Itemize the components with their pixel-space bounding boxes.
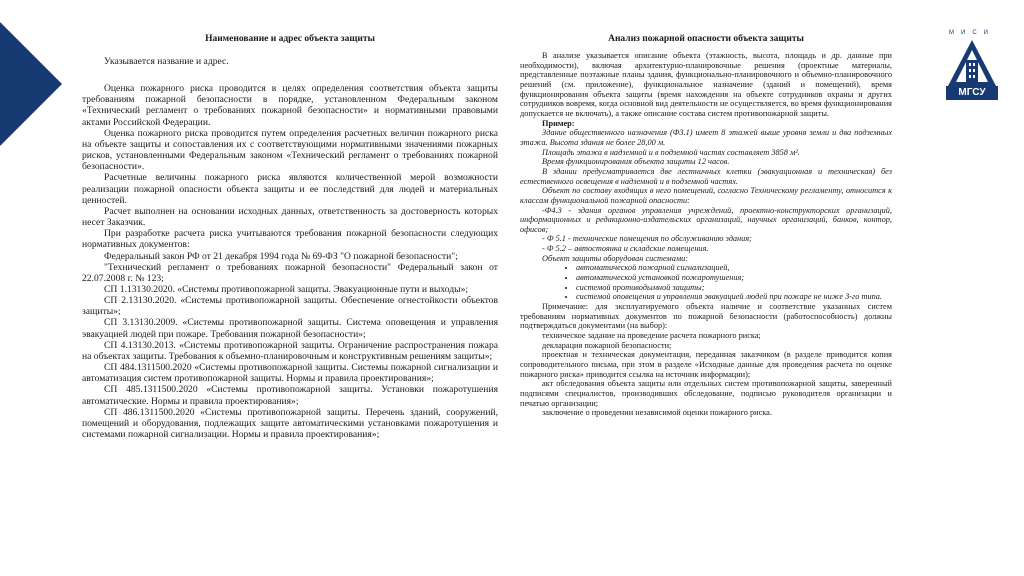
left-paragraph: Оценка пожарного риска проводится в целях определения соответствия объекта защиты требованиям пожарной безопасности в порядке, установленном Федеральным законом «Технический регламент о требованиях пожарной безопасности» и нормативными правовыми актами Российской Федерации. <box>82 83 498 128</box>
left-heading: Наименование и адрес объекта защиты <box>205 34 375 44</box>
right-heading: Анализ пожарной опасности объекта защиты <box>608 34 804 44</box>
doc-item: декларация пожарной безопасности; <box>542 340 672 350</box>
left-paragraph: СП 3.13130.2009. «Системы противопожарной защиты. Система оповещения и управления эвакуацией людей при пожаре. Требования пожарной безопасности»; <box>82 317 498 340</box>
example-line: Здание общественного назначения (Ф3.1) имеет 8 этажей выше уровня земли и два подземных этажа. Высота здания не более 28,00 м. <box>520 128 892 147</box>
doc-item: акт обследования объекта защиты или отдельных систем противопожарной защиты, заверенный подписями специалистов, производивших обследование, подписью руководителя организации и печатью организации; <box>520 379 892 408</box>
example-line: Объект по составу входящих в него помещений, согласно Техническому регламенту, относится к классам функциональной пожарной опасности: <box>520 186 892 205</box>
left-paragraph: СП 2.13130.2020. «Системы противопожарной защиты. Обеспечение огнестойкости объектов защиты»; <box>82 295 498 318</box>
system-item: • автоматической установкой пожаротушения; <box>576 273 892 283</box>
system-item: • автоматической пожарной сигнализацией, <box>576 263 892 273</box>
right-body <box>520 51 892 418</box>
doc-item: заключение о проведении независимой оценки пожарного риска. <box>542 408 772 418</box>
logo-name: МГСУ <box>946 86 998 100</box>
left-paragraph: СП 485.1311500.2020 «Системы противопожарной защиты. Установки пожаротушения автоматические. Нормы и правила проектирования»; <box>82 384 498 407</box>
left-paragraph: Федеральный закон РФ от 21 декабря 1994 года № 69-ФЗ "О пожарной безопасности"; <box>104 250 458 262</box>
left-paragraph: Оценка пожарного риска проводится путем определения расчетных величин пожарного риска на объекте защиты и сопоставления их с соответствующими нормативными значениями пожарных рисков, установленными Федеральным законом «Технический регламент о требованиях пожарной безопасности». <box>82 127 498 173</box>
system-item: • системой противодымной защиты; <box>576 283 892 293</box>
example-line: Объект защиты оборудован системами: <box>542 253 689 263</box>
example-line: -Ф4.3 - здания органов управления учреждений, проектно-конструкторских организаций, информационных и редакционно-издательских организаций, научных организаций, банков, контор, офисов; <box>520 205 892 234</box>
left-column <box>82 0 498 576</box>
systems-list <box>520 263 892 302</box>
left-paragraph: СП 486.1311500.2020 «Системы противопожарной защиты. Перечень зданий, сооружений, помещений и оборудования, подлежащих защите автоматическими установками пожаротушения и системами пожарной сигнализации. Нормы и правила проектирования»; <box>82 406 498 440</box>
example-line: Время функционирования объекта защиты 12 часов. <box>542 157 730 167</box>
left-paragraph: Расчетные величины пожарного риска являются количественной мерой возможности реализации пожарной опасности объекта защиты и ее последствий для людей и материальных ценностей. <box>82 172 498 206</box>
logo-letters: МИСИ <box>949 30 995 36</box>
left-paragraph: СП 484.1311500.2020 «Системы противопожарной защиты. Системы пожарной сигнализации и автоматизация систем противопожарной защиты. Нормы и правила проектирования»; <box>82 362 498 385</box>
left-paragraph: СП 4.13130.2013. «Системы противопожарной защиты. Ограничение распространения пожара на объектах защиты. Требования к объемно-планировочным и конструктивным решениям защиты»; <box>82 339 498 362</box>
mgsu-logo <box>938 30 1006 102</box>
example-line: В здании предусматривается две лестничных клетки (эвакуационная и техническая) без естественного освещения в надземной и в подземной частях. <box>520 166 892 186</box>
system-item: • системой оповещения и управления эвакуацией людей при пожаре не ниже 3-го типа. <box>576 292 892 302</box>
left-paragraph: Расчет выполнен на основании исходных данных, ответственность за достоверность которых несет Заказчик. <box>82 205 498 229</box>
left-paragraph: При разработке расчета риска учитываются требования пожарной безопасности следующих нормативных документов: <box>82 228 498 251</box>
building-icon <box>946 38 998 86</box>
example-line: - Ф 5.2 – автостоянка и складские помещения. <box>542 244 709 254</box>
right-column <box>520 0 892 576</box>
example-line: - Ф 5.1 - технические помещения по обслуживанию здания; <box>542 234 752 244</box>
left-subtitle: Указывается название и адрес. <box>104 56 229 67</box>
decorative-arrow <box>0 22 62 146</box>
left-paragraph: СП 1.13130.2020. «Системы противопожарной защиты. Эвакуационные пути и выходы»; <box>104 283 469 295</box>
example-label: Пример: <box>542 118 575 128</box>
doc-item: проектная и техническая документация, переданная заказчиком (в разделе приводится копия сопроводительного письма, при этом в разделе «Исходные данные для проведения расчета по оценке пожарного риска» приводится ссылка на источник информации); <box>520 350 892 379</box>
example-line: Площадь этажа в надземной и в подземной частях составляет 3858 м². <box>542 147 800 157</box>
left-paragraph: "Технический регламент о требованиях пожарной безопасности" Федеральный закон от 22.07.2008 г. № 123; <box>82 261 498 284</box>
right-intro: В анализе указывается описание объекта (этажность, высота, площадь и др. данные при необходимости), включая архитектурно-планировочные решения (проектные материалы, представленные поэтажные планы здания, функционально-планировочного и объемно-планировочного решений (см. приложение), функциональное назначение (зданий и помещений), время функционирования объекта защиты (время нахождения на объекте сотрудников охраны и других сотрудников вовремя, когда основной вид деятельности не осуществляется, во время функционирования допускается не включать), а также описание состава систем противопожарной защиты. <box>520 51 892 118</box>
doc-item: техническое задание на проведение расчета пожарного риска; <box>542 331 761 341</box>
note: Примечание: для эксплуатируемого объекта наличие и соответствие указанных систем требованиям нормативных документов по пожарной безопасности (работоспособность) должны подтверждаться документами (на выбор): <box>520 302 892 331</box>
left-body <box>82 56 498 440</box>
